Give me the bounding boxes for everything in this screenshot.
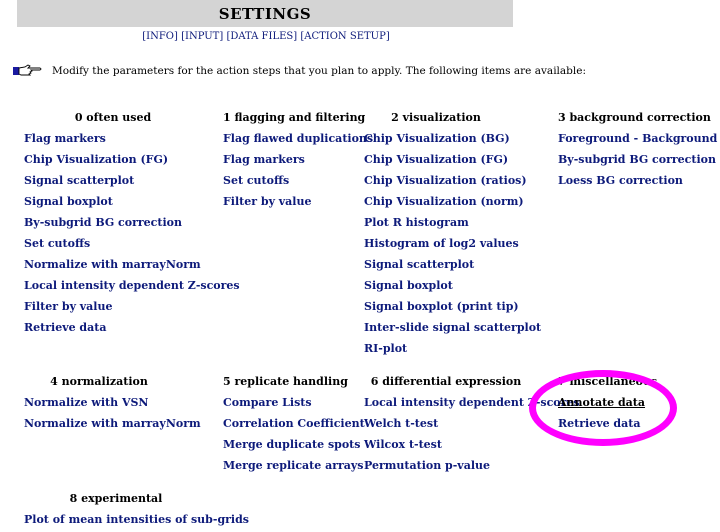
norm-vsn-link[interactable]: Normalize with VSN: [24, 396, 149, 409]
group-title-replicate: 5 replicate handling: [223, 375, 348, 388]
often-normalize-marraynorm-link[interactable]: Normalize with marrayNorm: [24, 258, 201, 271]
vis-chip-ratios-link[interactable]: Chip Visualization (ratios): [364, 174, 527, 187]
group-title-experimental: 8 experimental: [69, 492, 163, 505]
nav-action-setup-link[interactable]: [ACTION SETUP]: [300, 31, 390, 42]
exp-mean-intensities-link[interactable]: Plot of mean intensities of sub-grids: [24, 513, 249, 526]
rep-correlation-link[interactable]: Correlation Coefficient: [223, 417, 365, 430]
diff-permutation-link[interactable]: Permutation p-value: [364, 459, 490, 472]
page-title: SETTINGS: [17, 0, 513, 27]
vis-chip-bg-link[interactable]: Chip Visualization (BG): [364, 132, 510, 145]
group-title-misc: 7 miscellaneous: [558, 375, 658, 388]
rep-merge-arrays-link[interactable]: Merge replicate arrays: [223, 459, 364, 472]
vis-inter-slide-scatterplot-link[interactable]: Inter-slide signal scatterplot: [364, 321, 542, 334]
often-retrieve-data-link[interactable]: Retrieve data: [24, 321, 107, 334]
often-signal-scatterplot-link[interactable]: Signal scatterplot: [24, 174, 135, 187]
nav-data-files-link[interactable]: [DATA FILES]: [226, 31, 298, 42]
bg-loess-correction-link[interactable]: Loess BG correction: [558, 174, 683, 187]
vis-chip-norm-link[interactable]: Chip Visualization (norm): [364, 195, 524, 208]
vis-ri-plot-link[interactable]: RI-plot: [364, 342, 408, 355]
flag-filter-by-value-link[interactable]: Filter by value: [223, 195, 312, 208]
vis-chip-fg-link[interactable]: Chip Visualization (FG): [364, 153, 509, 166]
flag-markers-link[interactable]: Flag markers: [223, 153, 305, 166]
misc-retrieve-data-link[interactable]: Retrieve data: [558, 417, 641, 430]
often-signal-boxplot-link[interactable]: Signal boxplot: [24, 195, 113, 208]
flag-set-cutoffs-link[interactable]: Set cutoffs: [223, 174, 290, 187]
group-title-visualization: 2 visualization: [391, 111, 481, 124]
vis-signal-boxplot-link[interactable]: Signal boxplot: [364, 279, 453, 292]
diff-wilcox-ttest-link[interactable]: Wilcox t-test: [364, 438, 442, 451]
bg-subgrid-correction-link[interactable]: By-subgrid BG correction: [558, 153, 716, 166]
norm-marraynorm-link[interactable]: Normalize with marrayNorm: [24, 417, 201, 430]
often-chip-vis-fg-link[interactable]: Chip Visualization (FG): [24, 153, 169, 166]
group-title-background: 3 background correction: [558, 111, 711, 124]
rep-merge-spots-link[interactable]: Merge duplicate spots: [223, 438, 361, 451]
often-subgrid-bg-link[interactable]: By-subgrid BG correction: [24, 216, 182, 229]
often-flag-markers-link[interactable]: Flag markers: [24, 132, 106, 145]
pointing-hand-icon: [13, 64, 43, 78]
bg-foreground-background-link[interactable]: Foreground - Background: [558, 132, 718, 145]
flag-flawed-duplications-link[interactable]: Flag flawed duplications: [223, 132, 374, 145]
vis-r-histogram-link[interactable]: Plot R histogram: [364, 216, 469, 229]
group-title-flagging: 1 flagging and filtering: [223, 111, 366, 124]
often-local-zscores-link[interactable]: Local intensity dependent Z-scores: [24, 279, 240, 292]
vis-log2-histogram-link[interactable]: Histogram of log2 values: [364, 237, 519, 250]
vis-boxplot-print-tip-link[interactable]: Signal boxplot (print tip): [364, 300, 519, 313]
group-title-often-used: 0 often used: [74, 111, 152, 124]
top-nav: [0, 31, 532, 42]
misc-annotate-data-link[interactable]: Annotate data: [558, 396, 646, 409]
rep-compare-lists-link[interactable]: Compare Lists: [223, 396, 312, 409]
diff-local-zscores-link[interactable]: Local intensity dependent Z-scores: [364, 396, 580, 409]
intro-text: Modify the parameters for the action steps that you plan to apply. The following items are available:: [52, 65, 586, 77]
intro-line: [13, 64, 586, 78]
nav-input-link[interactable]: [INPUT]: [181, 31, 224, 42]
diff-welch-ttest-link[interactable]: Welch t-test: [364, 417, 439, 430]
group-title-differential: 6 differential expression: [370, 375, 522, 388]
nav-info-link[interactable]: [INFO]: [142, 31, 178, 42]
vis-signal-scatterplot-link[interactable]: Signal scatterplot: [364, 258, 475, 271]
group-title-normalization: 4 normalization: [50, 375, 148, 388]
often-filter-by-value-link[interactable]: Filter by value: [24, 300, 113, 313]
often-set-cutoffs-link[interactable]: Set cutoffs: [24, 237, 91, 250]
